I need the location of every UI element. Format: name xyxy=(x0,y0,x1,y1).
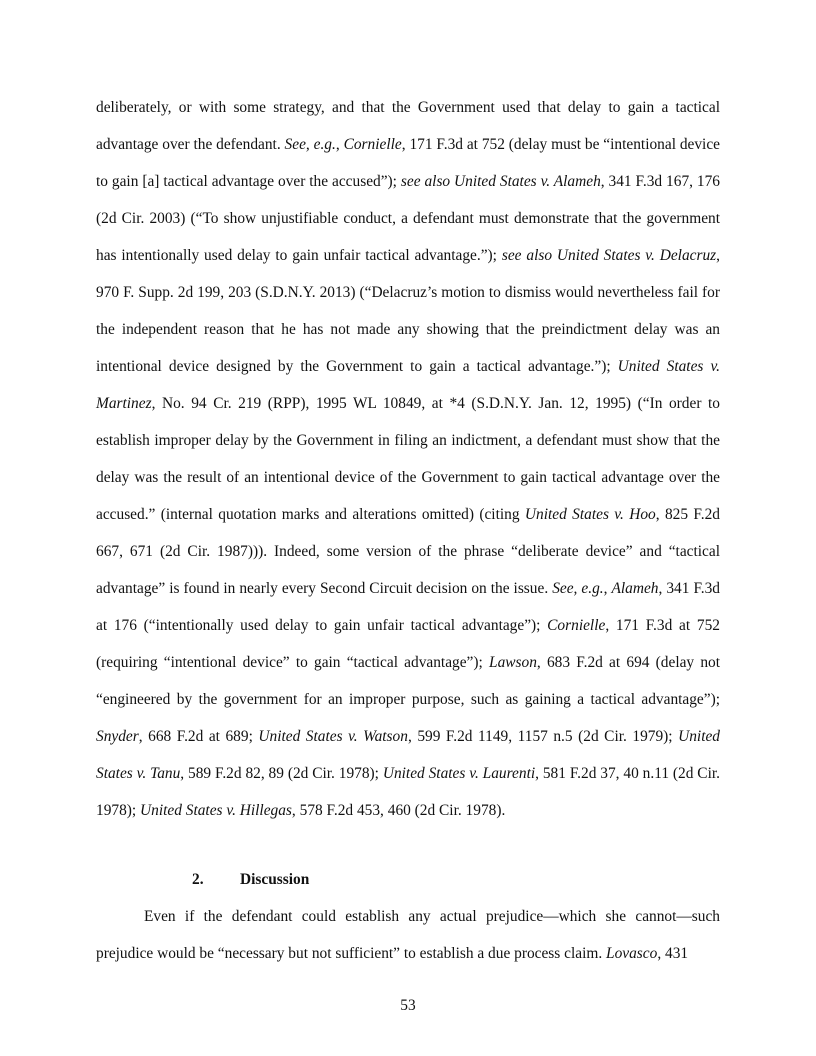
page-number: 53 xyxy=(400,997,416,1014)
text-run: , 578 F.2d 453, 460 (2d Cir. 1978). xyxy=(291,802,506,819)
text-run: , 431 xyxy=(657,945,689,962)
citation-italic: Cornielle xyxy=(343,136,402,153)
text-run: , 825 F.2d 667, 671 (2d Cir. 1987))). Indeed, some version of the phrase “deliberate device” and “tactical advantage” is found in nearly every Second Circuit decision on the issue. xyxy=(96,506,720,597)
text-run: , 171 F.3d at 752 (delay must be “intentional device to gain [a] tactical advantage over the accused”); xyxy=(96,136,720,190)
text-run: , 341 F.3d 167, 176 (2d Cir. 2003) (“To show unjustifiable conduct, a defendant must demonstrate that the government has intentionally used delay to gain unfair tactical advantage.”); xyxy=(96,173,720,264)
text-run: , No. 94 Cr. 219 (RPP), 1995 WL 10849, at *4 (S.D.N.Y. Jan. 12, 1995) (“In order to establish improper delay by the Government in filing an indictment, a defendant must show that the delay was the result of an intentional device of the Government to gain tactical advantage over the accused.” (internal quotation marks and alterations omitted) (citing xyxy=(96,395,720,523)
text-run: , 683 F.2d at 694 (delay not “engineered by the government for an improper purpose, such as gaining a tactical advantage”); xyxy=(96,654,720,708)
citation-italic: Cornielle xyxy=(547,617,606,634)
citation-italic: United States v. Watson xyxy=(258,728,408,745)
citation-italic: Alameh xyxy=(611,580,659,597)
text-run: , 599 F.2d 1149, 1157 n.5 (2d Cir. 1979); xyxy=(407,728,679,745)
citation-italic: See, e.g. xyxy=(552,580,604,597)
text-run: , 668 F.2d at 689; xyxy=(138,728,259,745)
text-run: , 970 F. Supp. 2d 199, 203 (S.D.N.Y. 2013) (“Delacruz’s motion to dismiss would nevertheless fail for the independent reason that he has not made any showing that the preindictment delay was an intentional device designed by the Government to gain a tactical advantage.”); xyxy=(96,247,720,375)
citation-italic: United States v. Laurenti xyxy=(382,765,536,782)
text-run: , xyxy=(335,136,344,153)
text-run: , 171 F.3d at 752 (requiring “intentional device” to gain “tactical advantage”); xyxy=(96,617,720,671)
citation-italic: Snyder xyxy=(96,728,139,745)
text-run: Even if the defendant could establish any actual prejudice—which she cannot—such prejudice would be “necessary but not sufficient” to establish a due process claim. xyxy=(96,908,720,962)
citation-italic: Lawson xyxy=(489,654,537,671)
citation-italic: see also United States v. Alameh xyxy=(400,173,601,190)
text-run: , 341 F.3d at 176 (“intentionally used delay to gain unfair tactical advantage”); xyxy=(96,580,721,634)
citation-italic: Lovasco xyxy=(606,945,658,962)
citation-italic: see also United States v. Delacruz xyxy=(501,247,717,264)
citation-italic: United States v. Tanu xyxy=(96,728,720,782)
section-number: 2. xyxy=(192,871,204,888)
section-title: Discussion xyxy=(240,871,310,888)
text-run: , xyxy=(603,580,612,597)
text-run: , 589 F.2d 82, 89 (2d Cir. 1978); xyxy=(180,765,383,782)
body-paragraph-discussion xyxy=(96,898,720,972)
text-run: , 581 F.2d 37, 40 n.11 (2d Cir. 1978); xyxy=(96,765,720,819)
citation-italic: United States v. Hoo xyxy=(524,506,656,523)
citation-italic: United States v. Martinez xyxy=(96,358,720,412)
citation-italic: United States v. Hillegas xyxy=(140,802,292,819)
citation-italic: See, e.g. xyxy=(284,136,336,153)
text-run: deliberately, or with some strategy, and that the Government used that delay to gain a tactical advantage over the defendant. xyxy=(96,99,720,153)
body-paragraph xyxy=(96,89,720,829)
